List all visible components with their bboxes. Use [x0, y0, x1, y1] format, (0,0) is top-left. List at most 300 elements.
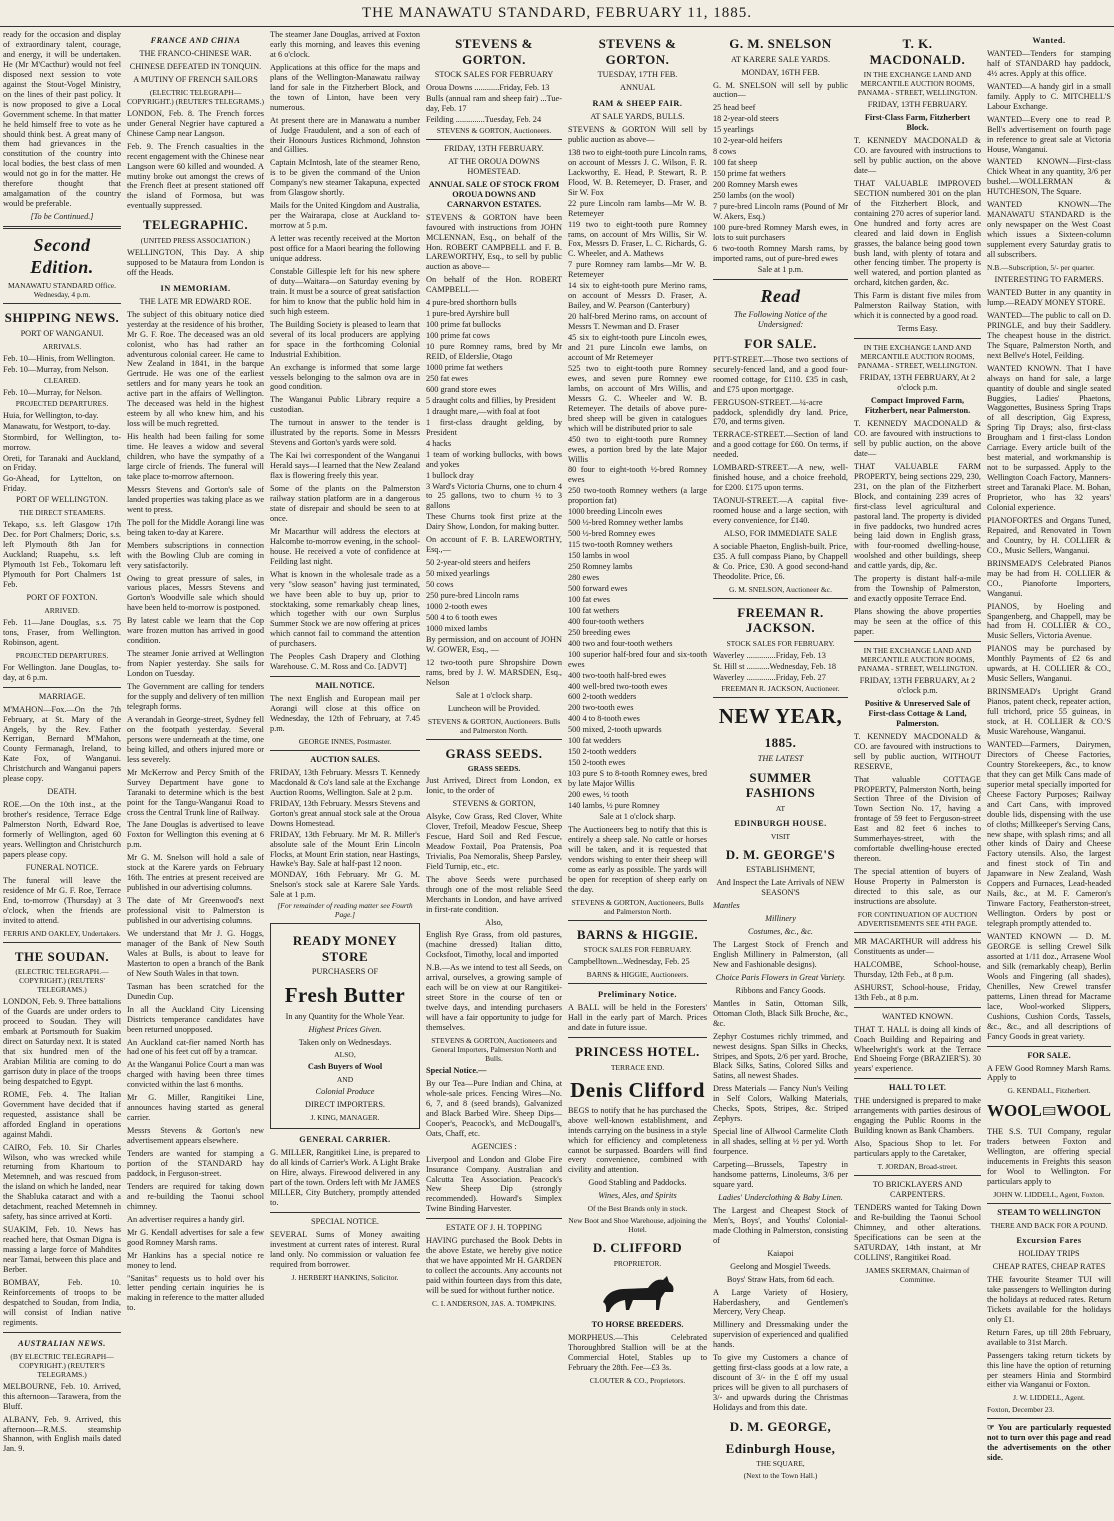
list-item: 500 mixed, 2-tooth upwards: [568, 725, 662, 735]
arrivals-list: [3, 354, 121, 375]
barns-higgie-heading: BARNS & HIGGIE.: [576, 926, 699, 942]
wanted-ad: WANTED KNOWN—First-class Chick Wheat in any quantity, 3/6 per bushel.—WOLLERMAN & HUTCHESON, The Square.: [987, 157, 1111, 197]
list-item: 400 four-tooth wethers: [568, 616, 644, 626]
list-item: 1 team of working bullocks, with bows and yokes: [426, 449, 562, 469]
cottage-details: That valuable COTTAGE PROPERTY, Palmerston North, being Section Three of the Division of Town Section No. 17, having a frontage of 59 feet to Ferguson-street East and 82 feet 6 inches to Summerhayes-street, with the comfortable dwelling-house erected thereon.: [854, 774, 981, 864]
ad-text: Carpeting—Brussels, Tapestry in handsome patterns, Linoleums, 3/6 per square yard.: [713, 1160, 848, 1189]
direct-text: Tekapo, s.s. left Glasgow 17th Dec. for Port Chalmers; Doric, s.s. left Plymouth 8th Jan for Auckland; Ruapehu, s.s. left Plymouth 1st Feb., Tokomaru left Plymouth for Port Chalmers 1st Feb.: [3, 520, 121, 589]
snelson-heading: G. M. SNELSON: [729, 36, 832, 51]
funeral-signature: FERRIS AND OAKLEY, Undertakers.: [3, 928, 121, 938]
special-text: By our Tea—Pure Indian and China, at whole-sale prices. Fencing Wires—No. 6, 7, and 8 (seed brands), Galvanized and Black Barbed Wire. Sheep Dips—Cooper's, Peacock's, and McDougall's, Oats, Chaff, etc.: [426, 1078, 562, 1138]
george-heading: D. M. GEORGE'S: [725, 846, 836, 862]
wanted-ad-note: N.B.—Subscription, 5/- per quarter.: [987, 263, 1095, 273]
auction-heading: AUCTION SALES.: [310, 754, 380, 764]
soudan-text: LONDON, Feb. 9. Three battalions of the Guards are under orders to proceed to Soudan. They will embark at Portsmouth for Suakim direct on Saturday next. It is stated that six hundred men of the Arabian Militia are coming to do garrison duty in place of the troops being despatched to Egypt.: [3, 997, 121, 1086]
list-item: 18 2-year-old steers: [713, 114, 779, 124]
death-text: ROE.—On the 10th inst., at the brother's residence, Terrace Edge Palmerston North, Edward Roe, formerly of Wellington, aged 60 years. Wellington and Christchurch papers please copy.: [3, 800, 121, 859]
wines-sub: Of the Best Brands only in stock.: [587, 1204, 688, 1214]
list-item: 100 prime fat cows: [426, 331, 490, 341]
macdonald-heading: T. K. MACDONALD.: [869, 36, 966, 67]
shipping-heading: SHIPPING NEWS.: [4, 310, 120, 326]
carrier-text: G. MILLER, Rangitikei Line, is prepared to do all kinds of Carrier's Work. A Light Brake on Hire, always. Firewood delivered in any part of the town. Orders left with Mr JAMES MILLER, City Butchery, promptly attended to.: [270, 1148, 420, 1208]
for-sale-text: A FEW Good Romney Marsh Rams. Apply to: [987, 1063, 1111, 1083]
excursion-heading: Excursion Fares: [1016, 1236, 1082, 1246]
list-item: 50 2-year-old steers and heifers: [426, 558, 531, 568]
list-item: 103 pure S to 8-tooth Romney ewes, bred by late Major Willis: [568, 769, 707, 789]
list-item: 250 fat ewes: [426, 373, 468, 383]
list-item: 119 two to eight-tooth pure Romney rams, on account of Mrs Willis, Sir W. Fox, Messrs D. Fraser, L. C. Richards, G. C. Wheeler, and A. Mathews: [568, 219, 707, 259]
news-item: A verandah in George-street, Sydney fell on the footpath yesterday. Several persons were underneath at the time, one being killed, and others injured more or less severely.: [127, 714, 264, 764]
news-item: Constable Gillespie left for his new sphere of duty—Waitara—on Saturday evening by train. It must be a source of great satisfaction for him to know that the public hold him in such high esteem.: [270, 266, 420, 316]
visit-line: VISIT: [770, 831, 791, 841]
stock-items: [713, 103, 848, 263]
list-item: 280 ewes: [568, 572, 600, 582]
marriage-heading: MARRIAGE.: [38, 691, 86, 701]
bricklayers-signature: JAMES SKERMAN, Chairman of Committee.: [865, 1265, 970, 1284]
list-item: 140 lambs, ½ pure Romney: [568, 801, 660, 810]
list-item: 1000 prime fat wethers: [426, 363, 503, 373]
signature: STEVENS & GORTON, Auctioneers.: [436, 125, 552, 135]
edinburgh-heading: EDINBURGH HOUSE.: [734, 818, 827, 828]
list-item: 45 six to eight-tooth pure Lincoln ewes, and 21 pure Lincoln ewe lambs, on account of Mr Retemeyer: [568, 333, 707, 362]
prelim-text: A BALL will be held in the Foresters' Hall in the early part of March. Prices and date in future issue.: [568, 1003, 707, 1032]
news-item: Captain McIntosh, late of the steamer Reno, is to be given the command of the Union Company's new steamer Takapuna, expected from Glasgow shortly.: [270, 158, 420, 198]
list-item: 1 first-class draught gelding, by President: [426, 417, 562, 437]
stevens-gorton-heading: STEVENS & GORTON.: [598, 36, 677, 67]
also-text: A sociable Phaeton, English-built. Price, £35. A full compass Piano, by Chappell & Co. Price, £30. A good second-hand Theodolite. Price, £6.: [713, 541, 848, 581]
estate-heading: ESTATE OF J. H. TOPPING: [445, 1223, 543, 1233]
ad-line: Cash Buyers of Wool: [307, 1062, 383, 1072]
final-notice-text: You are particularly requested not to turn over this page and read the advertisements on the other side.: [987, 1423, 1111, 1463]
cottage-heading: Positive & Unreserved Sale of First-class Cottage & Land, Palmerston.: [864, 698, 971, 728]
death-heading: DEATH.: [47, 787, 77, 797]
ad-text: Geelong and Mosgiel Tweeds.: [730, 1261, 831, 1271]
warehouse-line: New Boot and Shoe Warehouse, adjoining the Hotel.: [568, 1216, 707, 1235]
horse-breeders-heading: TO HORSE BREEDERS.: [591, 1319, 684, 1329]
luncheon-line: Luncheon will be Provided.: [447, 703, 541, 713]
princess-hotel-heading: PRINCESS HOTEL.: [575, 1043, 700, 1059]
news-item: The Peoples Cash Drapery and Clothing Warehouse. C. M. Ross and Co. [ADVT]: [270, 652, 420, 672]
year-heading: 1885.: [764, 735, 797, 750]
proprietor-line: PROPRIETOR.: [613, 1258, 662, 1268]
ad-text: Boys' Straw Hats, from 6d each.: [726, 1274, 835, 1284]
morpheus-text: MORPHEUS.—This Celebrated Thoroughbred Stallion will be at the Commercial Hotel, Stables up to February the 28th. Fee—£3 3s.: [568, 1332, 707, 1372]
list-item: 450 two to eight-tooth pure Romney ewes, a portion bred by the late Major Willis: [568, 434, 707, 464]
list-item: FRIDAY, 13th February. Messrs T. Kennedy Macdonald & Co's land sale at the Exchange Auction Rooms, Wellington. Sale at 2 p.m.: [270, 767, 420, 797]
news-item: Tenders are required for taking down and re-building the Taonui school chimney.: [127, 1181, 264, 1211]
news-item: In all the Auckland City Licensing Districts temperance candidates have been returned unopposed.: [127, 1004, 264, 1034]
tui-text: Return Fares, up till 28th February, available to 31st March.: [987, 1327, 1111, 1347]
ad-text: Ladies' Underclothing & Baby Linen.: [718, 1192, 843, 1202]
australian-text: MELBOURNE, Feb. 10. Arrived, this afternoon—Tarawera, from the Bluff.: [3, 1381, 121, 1411]
ad-line: AND: [336, 1075, 354, 1085]
port-foxton: PORT OF FOXTON.: [26, 592, 98, 602]
barns-sub: STOCK SALES FOR FEBRUARY.: [583, 945, 692, 955]
ashurst-line: ASHURST, School-house, Friday, 13th Feb., at 8 p.m.: [854, 982, 981, 1002]
list-item: 1 bullock dray: [426, 470, 474, 480]
list-item: FRIDAY, 13th February. Mr M. R. Miller's absolute sale of the Mount Erin Lincoln Flocks, at Mount Erin station, near Hastings, Hawke's Bay. Sale at half-past 12 noon.: [270, 829, 420, 869]
list-item: Waverley ..............Friday, Feb. 27: [713, 672, 826, 682]
estate-text: HAVING purchased the Book Debts in the above Estate, we hereby give notice that we have appointed Mr H. GARDEN to collect the accounts. Any accounts not paid within fourteen days from this date, will be sued for without further notice.: [426, 1236, 562, 1296]
news-item: Applications at this office for the maps and plans of the Wellington-Manawatu railway land for sale in the Fitzherbert Block, and the town of Linton, have been very numerous.: [270, 62, 420, 112]
prelim-heading: Preliminary Notice.: [598, 990, 677, 1000]
wanted-ad: WANTED—Tenders for stamping half of STANDARD hay paddock, 4½ acres. Apply at this office.: [987, 48, 1111, 78]
list-item: 14 six to eight-tooth pure Merino rams, on account of Messrs D. Fraser, A. Bailey, and W. Pearson (Canterbury): [568, 281, 707, 311]
annual-sale-heading: ANNUAL SALE OF STOCK FROM OROUA DOWNS AND CARNARVON ESTATES.: [428, 179, 560, 209]
news-item: Mr Hankins has a special notice re money to lend.: [127, 1250, 264, 1270]
list-item: Bulls (annual ram and sheep fair) ...Tue-day, Feb. 17: [426, 94, 562, 114]
albany-text: ALBANY, Feb. 9. Arrived, this afternoon—R.M.S. steamship Shannon, with English mails dated Jan. 9.: [3, 1414, 121, 1454]
annual-label: ANNUAL: [619, 83, 656, 93]
costumes-line: Costumes, &c., &c.: [748, 927, 813, 937]
france-heading: FRANCE AND CHINA: [150, 36, 241, 45]
freeman-signature: FREEMAN R. JACKSON, Auctioneer.: [721, 683, 840, 693]
list-item: 15 yearlings: [713, 125, 754, 135]
tui-text: THE favourite Steamer TUI will take passengers to Wellington during the holidays at reduced rates. Return Tickets available for the holidays only £1.: [987, 1274, 1111, 1324]
freeman-heading: FREEMAN R. JACKSON.: [737, 604, 824, 636]
stock-list: [426, 83, 562, 125]
denis-clifford-heading: Denis Clifford: [570, 1077, 705, 1102]
hall-signature: T. JORDAN, Broad-street.: [877, 1162, 958, 1172]
list-item: 250 breeding ewes: [568, 627, 631, 637]
list-item: 150 2-tooth ewes: [568, 758, 626, 768]
list-item: 100 fat wethers: [568, 605, 620, 615]
sale-date: FRIDAY, 13TH FEBRUARY, At 2 o'clock p.m.: [859, 675, 976, 695]
piano-ad: PIANOS, by Hoeling and Spangenberg, and Chappell, may be had from H. COLLIER & CO., Music Sellers, Victoria Avenue.: [987, 601, 1111, 641]
late-heading: THE LATE MR EDWARD ROE.: [139, 296, 252, 306]
ad-text: Ribbons and Fancy Goods.: [735, 985, 826, 995]
final-notice: [987, 1423, 1111, 1463]
list-item: MONDAY, 16th February. Mr G. M. Snelson's stock sale at Karere Sale Yards. Sale at 1 p.m.: [270, 870, 420, 900]
news-item: At present there are in Manawatu a number of Judge Fraudulent, and a son of each of their Honours Justices Richmond, Johnston and Gillies.: [270, 115, 420, 155]
list-item: 5 draught colts and fillies, by President: [426, 395, 556, 405]
read-heading: Read: [760, 285, 801, 306]
millinery-line: Millinery: [765, 914, 796, 924]
edinburgh-house-heading: Edinburgh House,: [725, 1440, 836, 1456]
column-4: [426, 30, 562, 1518]
list-item: 7 pure Romney ram lambs—Mr W. B. Retemeyer: [568, 260, 707, 280]
list-item: 500 4 to 6 tooth ewes: [426, 612, 498, 622]
soudan-heading: THE SOUDAN.: [14, 948, 110, 964]
piano-ad: PIANOFORTES and Organs Tuned, Repaired, and Renovated in Town and Country, by H. COLLIER & CO., Music Sellers, Wanganui.: [987, 515, 1111, 555]
new-year-heading: NEW YEAR,: [718, 703, 843, 728]
bricklayers-text: TENDERS wanted for Taking Down and Re-building the Taonui School Chimney, and other alterations. Specifications can be seen at the SATURDAY, 14th instant, at Mr COLLINS', Rangitikei Road.: [854, 1202, 981, 1262]
sale-time: Sale at 1 o'clock sharp.: [455, 690, 533, 700]
list-item: 20 half-bred Merino rams, on account of Messrs T. Newman and D. Fraser: [568, 312, 707, 332]
cleared-label: CLEARED.: [43, 375, 81, 385]
list-item: Go-Ahead, for Lyttelton, on Friday.: [3, 474, 121, 494]
list-item: 100 prime fat bullocks: [426, 320, 501, 330]
mail-signature: GEORGE INNES, Postmaster.: [298, 736, 392, 746]
ready-money-store-ad: [270, 923, 420, 1129]
news-item: Messrs Stevens and Gorton's sale of landed properties was taking place as we went to press.: [127, 484, 264, 514]
sale-date: MONDAY, 16TH FEB.: [741, 67, 820, 77]
bombay-text: BOMBAY, Feb. 10. Reinforcements of troops to be despatched to Soudan, from India, will consist of Indian native regiments.: [3, 1277, 121, 1327]
list-item: 250 Romney lambs: [568, 562, 633, 572]
news-item: By latest cable we learn that the Cop ware frozen mutton has arrived in good condition.: [127, 616, 264, 646]
arrived-text: Feb. 11—Jane Douglas, s.s. 75 tons, Fraser, from Wellington. Robinson, agent.: [3, 617, 121, 647]
list-item: 1000 mixed lambs: [426, 623, 488, 633]
intro-text: STEVENS & GORTON have been favoured with instructions from JOHN MCLENNAN, Esq., on behalf of the Hon. ROBERT CAMPBELL and F. B. LAREWORTHY, Esq., to sell by public auction as above—: [426, 212, 562, 272]
property-item: TAONUI-STREET.—A capital five-roomed house and a large section, with every convenience, for £140.: [713, 496, 848, 526]
memoriam-heading: IN MEMORIAM.: [160, 283, 231, 293]
also-heading: ALSO, FOR IMMEDIATE SALE: [723, 529, 838, 538]
list-item: Manawatu, for Westport, to-day.: [3, 421, 111, 431]
list-item: 400 4 to 8-tooth ewes: [568, 714, 640, 724]
projected-list: [3, 411, 121, 495]
piano-ad: BRINSMEAD'S Celebrated Pianos may be had from H. COLLIER & CO., Pianoforte Importers, Wanganui.: [987, 558, 1111, 598]
stock-sales-heading: STOCK SALES FOR FEBRUARY: [434, 70, 554, 80]
continued-note: [To be Continued.]: [30, 212, 94, 222]
plans-line: Plans showing the above properties may be seen at the office of this paper.: [854, 607, 981, 637]
list-item: 200 Romney Marsh ewes: [713, 180, 798, 190]
wool-label-right: WOOL: [1056, 1101, 1111, 1121]
special-text: SEVERAL Sums of Money awaiting investment at current rates of interest. Rural land only. No commission or valuation fee required from borrower.: [270, 1229, 420, 1269]
australian-heading: AUSTRALIAN NEWS.: [18, 1338, 106, 1348]
sale-time: Sale at 1 o'clock sharp.: [599, 811, 676, 821]
ad-text: Mantles in Satin, Ottoman Silk, Ottoman Cloth, Black Silk Broche, &c., &c.: [713, 998, 848, 1028]
stock-items: [426, 298, 562, 511]
news-item: The Building Society is pleased to learn that several of its local producers are applying for space in the forthcoming Colonial Industrial Exhibition.: [270, 319, 420, 359]
news-item: At the Wanganui Police Court a man was charged with having been three times convicted within the last 6 months.: [127, 1060, 264, 1090]
mantles-line: Mantles: [713, 901, 740, 911]
venue: AT KARERE SALE YARDS.: [730, 54, 831, 64]
list-item: 500 ½-bred Romney ewes: [568, 529, 656, 539]
news-item: "Sanitas" requests us to hold over his letter pending certain inquiries he is making in reference to the matter alluded to.: [127, 1273, 264, 1313]
barns-signature: BARNS & HIGGIE, Auctioneers.: [586, 970, 689, 980]
list-item: Feb. 10—Murray, from Nelson.: [3, 364, 109, 374]
note-text: The Auctioneers beg to notify that this is entirely a sheep sale. No cattle or horses will be taken, and it is requested that vendors wishing to enter their sheep will come as early as possible. The yards will be open for reception of sheep early on the day.: [568, 824, 707, 894]
list-item: FRIDAY, 13th February. Messrs Stevens and Gorton's great annual stock sale at the Oroua Downs Homestead.: [270, 798, 420, 828]
france-text-2: Feb. 9. The French casualties in the recent engagement with the Chinese near Langson were 60 killed and wounded. A mutiny broke out amongst the crews of the French fleet at present stationed off the island of Formosa, but was eventually suppressed.: [127, 141, 264, 211]
steam-heading: STEAM TO WELLINGTON: [997, 1208, 1101, 1218]
continued-note: [For remainder of reading matter see Fourth Page.]: [277, 901, 413, 920]
list-item: 6 two-tooth Romney Marsh rams, by imported rams, out of pure-bred ewes: [713, 243, 848, 263]
column-1: [3, 30, 121, 1518]
signature: STEVENS & GORTON, Auctioneers and General Importers, Palmerston North and Bulls.: [431, 1035, 557, 1063]
ad-line: In any Quantity for the Whole Year.: [285, 1011, 405, 1021]
wool-bale-icon: [1042, 1099, 1056, 1123]
farm-details: THAT VALUABLE IMPROVED SECTION numbered 301 on the plan of the Fitzherbert Block, and containing 270 acres of superior land. One hundred and forty acres are cleared and laid down in English grasses, the balance being good town bush land, with plenty of totara and other fencing timber. The property is well watered, and portion planted as orchard, kitchen garden, &c.: [854, 178, 981, 288]
property-item: TERRACE-STREET.—Section of land and a good cottage for £60. On terms, if needed.: [713, 430, 848, 460]
ad-text: Special line of Allwool Carmelite Cloth in all shades, selling at ½ per yd. Worth fourpence.: [713, 1127, 848, 1157]
sale-date: FRIDAY, 13TH FEBRUARY, At 2 o'clock p.m.: [859, 373, 976, 393]
stock-items: [426, 558, 562, 634]
list-item: 400 well-bred two-tooth ewes: [568, 681, 668, 691]
news-item: Tasman has been scratched for the Dunedin Cup.: [127, 981, 264, 1001]
wool-banner: [987, 1099, 1111, 1123]
news-item: The steamer Jonie arrived at Wellington from Napier yesterday. She sails for London on Tuesday.: [127, 649, 264, 679]
list-item: 100 superior half-bred four and six-tooth ewes: [568, 649, 707, 669]
property-item: FERGUSON-STREET.—¼-acre paddock, splendidly dry land. Price, £70, and terms given.: [713, 397, 848, 427]
wanted-ad: WANTED—The public to call on D. PRINGLE, and buy their Saddlery. The cheapest house in the district. The Square, Palmerston North, and next Bellve's Hotel, Feilding.: [987, 310, 1111, 360]
latest-line: THE LATEST: [757, 753, 804, 763]
list-item: Feb. 10—Hinis, from Wellington.: [3, 353, 116, 363]
establishment-line: ESTABLISHMENT,: [745, 865, 815, 875]
ad-text: Zephyr Costumes richly trimmed, and newest designs. Span Silks in Checks, Stripes, and Spots, 2/6 per yard. Broche, Black Silks, Satins, Colored Silks and Satins, all newest Shades.: [713, 1031, 848, 1081]
list-item: 500 ½-bred Romney wether lambs: [568, 518, 683, 528]
interesting-heading: INTERESTING TO FARMERS.: [994, 275, 1104, 285]
list-item: 50 mixed yearlings: [426, 569, 490, 579]
ad-line: J. KING, MANAGER.: [310, 1113, 380, 1123]
halcombe-line: HALCOMBE, School-house, Thursday, 12th Feb., at 8 p.m.: [854, 959, 981, 979]
assoc-line: (UNITED PRESS ASSOCIATION.): [140, 235, 251, 245]
list-item: Feilding ..............Tuesday, Feb. 24: [426, 115, 542, 124]
memoriam-text: The subject of this obituary notice died yesterday at the residence of his brother, Mr G. F. Roe. The deceased was an old colonist, who has had rather an adventurous colonial career. He came to New Zealand in 1841, in the barque Gertrude. He was one of the earliest settlers and for many years he took an active part in the affairs of Wellington. The deceased was held in the highest esteem by all who knew him, and his loss will be much regretted.: [127, 309, 264, 429]
bricklayers-heading: TO BRICKLAYERS AND CARPENTERS.: [872, 1180, 963, 1200]
soudan-sub: (ELECTRIC TELEGRAPH.—COPYRIGHT.) (REUTERS' TELEGRAMS.): [15, 967, 109, 995]
list-item: 600 grand store ewes: [426, 384, 497, 394]
list-item: 25 head beef: [713, 103, 756, 113]
wanted-ad: WANTED KNOWN. That I have always on hand for sale, a large quantity of double and single seated Buggies, Ladies' Phaetons, Waggonettes, Business Spring Traps of all description, Gig Express, Spring Tip Drays; also, first-class Brougham and 1 first-class London Carriage. Every article built of the best material, and workmanship is not to be surpassed. Apply to the Wellington Coach Factory, Manners-street and Taranaki Place. M. Bohan, Proprietor, who has 32 years' Colonial experience.: [987, 363, 1111, 512]
ad-text: Millinery and Dressmaking under the supervision of experienced and qualified hands.: [713, 1320, 848, 1350]
news-item: Some of the plants on the Palmerston railway station platform are in a dangerous state of disrepair and should be seen to at once.: [270, 484, 420, 523]
sale-time: Sale at 1 p.m.: [757, 264, 804, 274]
list-item: 150 prime fat wethers: [713, 169, 786, 179]
rome-text: ROME, Feb. 4. The Italian Government have decided that if requested, assistance shall be afforded England in operations against Mahdi.: [3, 1089, 121, 1139]
list-item: 400 two and four-tooth wethers: [568, 638, 673, 648]
farm-heading: First-Class Farm, Fitzherbert Block.: [864, 113, 971, 133]
hall-text-2: Also, Spacious Shop to let. For particulars apply to the Caretaker,: [854, 1139, 981, 1159]
rooms-line: IN THE EXCHANGE LAND AND MERCANTILE AUCTION ROOMS, PANAMA - STREET, WELLINGTON.: [857, 343, 978, 371]
venue: AT SALE YARDS, BULLS.: [590, 112, 685, 122]
list-item: 600 2-tooth wedders: [568, 692, 637, 702]
ad-line: Colonial Produce: [315, 1087, 375, 1097]
list-item: 115 two-tooth Romney wethers: [568, 540, 673, 550]
marriage-text: M'MAHON—Fox.—On the 7th February, at St. Mary of the Angels, by the Rev. Father Kerrigan, Bernard M'Mahon, County Fermanagh, Ireland, to Kate Fox, of Wanganui. Christchurch and Wanganui papers please copy.: [3, 704, 121, 784]
also-label: Also,: [485, 917, 503, 927]
list-item: 250 lambs (on the wool): [713, 191, 795, 201]
mail-heading: MAIL NOTICE.: [315, 681, 375, 691]
read-sub: The Following Notice of the Undersigned:: [733, 310, 828, 330]
news-item: A letter was recently received at the Morton post office for a Maori bearing the following unique address.: [270, 234, 420, 264]
list-item: 250 two-tooth Romney wethers (a large proportion fat): [568, 486, 707, 506]
funeral-heading: FUNERAL NOTICE.: [25, 862, 99, 872]
list-item: Oreti, for Taranaki and Auckland, on Friday.: [3, 453, 121, 473]
ad-text: Kaiapoi: [767, 1248, 794, 1258]
news-item: Mr G. Kendall advertises for sale a few good Romney Marsh rams.: [127, 1227, 264, 1247]
news-item: Owing to great pressure of sales, in various places, Messrs Stevens and Gorton's Woodville sale which should have been held to-morrow is postponed.: [127, 573, 264, 613]
terrace-end: TERRACE END.: [610, 1062, 665, 1072]
list-item: 3 Ward's Victoria Churns, one to churn 4 to 25 gallons, two to churn ½ to 3 gallons: [426, 481, 562, 511]
list-item: 1000 2-tooth ewes: [426, 601, 488, 611]
australian-sub: (BY ELECTRIC TELEGRAPH—COPYRIGHT.) (REUTER'S TELEGRAMS.): [10, 1351, 114, 1379]
stabling-line: Good Stabling and Paddocks.: [588, 1178, 687, 1188]
ad-line: Highest Prices Given.: [308, 1024, 382, 1034]
wanted-heading: Wanted.: [1032, 36, 1066, 45]
wines-line: Wines, Ales, and Spirits: [598, 1191, 677, 1201]
signature: G. M. SNELSON, Auctioneer &c.: [729, 584, 832, 594]
france-text-1: LONDON, Feb. 8. The French forces under General Negrier have captured a Chinese Camp near Langson.: [127, 108, 264, 138]
ad-title-large: Fresh Butter: [284, 983, 406, 1008]
news-item: Mr McKerrow and Percy Smith of the Survey Department have gone to Taranaki to determine which is the best point for the Tangu-Wanganui Road to cross the Central Trunk line of Railway.: [127, 767, 264, 817]
news-item: What is known in the wholesale trade as a very "slow season" having just terminated, we have been able to buy up, prior to stocktaking, some remarkably cheap lines, which together with our own Surplus Summer Stock we are now offering at prices which cannot fail to command the attention of purchasers.: [270, 569, 420, 649]
list-item: Feb. 10—Murray, for Nelson.: [3, 387, 103, 397]
macarthur-text: MR MACARTHUR will address his Constituents as under—: [854, 936, 981, 956]
news-item: The date of Mr Greenwood's next professional visit to Palmerston is published in our advertising columns.: [127, 896, 264, 926]
ad-text: The Largest Stock of French and English Millinery in Palmerston, (all New and Fashionable designs).: [713, 940, 848, 969]
arrivals-label: ARRIVALS.: [42, 341, 82, 351]
mail-text: The next English and European mail per Aorangi will close at this office on Wednesday, the 12th of February, at 7.45 p.m.: [270, 694, 420, 733]
morpheus-signature: CLOUTER & CO., Proprietors.: [589, 1375, 686, 1385]
news-item: Tenders are wanted for stamping a portion of the STANDARD hay paddock, in Ferguson-street.: [127, 1149, 264, 1178]
news-item: The turnout in answer to the tender is illustrated by the reports. Some in Messrs Stevens and Gorton's yards were sold.: [270, 418, 420, 448]
terms-line: Terms Easy.: [897, 324, 938, 334]
sale-date: TUESDAY, 17TH FEB.: [597, 70, 678, 80]
freeman-list: [713, 651, 848, 683]
projected2-text: For Wellington. Jane Douglas, to-day, at 6 p.m.: [3, 662, 121, 682]
column-8: [987, 30, 1111, 1518]
holiday-line: HOLIDAY TRIPS: [1018, 1249, 1080, 1259]
also-text: English Rye Grass, from old pastures, (machine dressed) Italian ditto, Cocksfoot, Timothy, local and imported: [426, 930, 562, 960]
list-item: 200 ewes, ½ tooth: [568, 790, 629, 800]
farm-distance: This Farm is distant five miles from Palmerston Railway Station, with which it is connected by a good road.: [854, 291, 981, 321]
cottage-text: T. KENNEDY MACDONALD & CO. are favoured with instructions to sell by public auction, WITHOUT RESERVE,: [854, 731, 981, 771]
ad-text: To give my Customers a chance of getting first-class goods at a low rate, a discount of 3/- in the £ off my usual prices will be given to all purchasers of 3/- and upwards during the Christmas Holidays and from this date.: [713, 1353, 848, 1413]
list-item: 7 pure-bred Lincoln rams (Pound of Mr W. Akers, Esq.): [713, 201, 848, 221]
news-item: An Auckland cat-fier named North has had one of his feet cut off by a tramcar.: [127, 1037, 264, 1057]
projected-label: PROJECTED DEPARTURES.: [15, 398, 109, 408]
port-wanganui: PORT OF WANGANUI.: [20, 328, 104, 338]
wanted-ad: WANTED—A handy girl in a small family. Apply to C. MITCHELL'S Labour Exchange.: [987, 81, 1111, 111]
list-item: 22 pure Lincoln ram lambs—Mr W. B. Retemeyer: [568, 198, 707, 218]
list-item: 200 two-tooth ewes: [568, 703, 634, 713]
memoriam-text-2: His health had been failing for some time. He leaves a widow and several children, who have the sympathy of a large circle of friends. The funeral will take place to-morrow afternoon.: [127, 432, 264, 481]
projected2-label: PROJECTED DEPARTURES.: [15, 650, 109, 660]
suakim-text: SUAKIM, Feb. 10. News has reached here, that Osman Digna is massing a large force of Mahdites near Tamai, between this place and Berber.: [3, 1225, 121, 1275]
funeral-text: The funeral will leave the residence of Mr G. F. Roe, Terrace End, to-morrow (Thursday) at 3 o'clock, when the friends are invited to attend.: [3, 875, 121, 925]
news-item: Messrs Stevens & Gorton's new advertisement appears elsewhere.: [127, 1126, 264, 1146]
horse-icon: [593, 1272, 683, 1316]
port-wellington: PORT OF WELLINGTON.: [16, 495, 108, 505]
defeated-heading: CHINESE DEFEATED IN TONQUIN.: [129, 61, 262, 71]
lead-article: ready for the occasion and display of extraordinary talent, courage, and energy, it will be undertaken. He (Mr M'Cacthur) would not feel disposed next session to vote against the Stout-Vogel Ministry, on the lines of their past policy. It is now proposed to give a Local Government scheme. In that matter he held himself free to vote as he should think best. A great many of them had grievances in the constitution of the country into local bodies, the best class of men would not go in for the matter. He therefore thought that amalgamation of the country would be preferable.: [3, 30, 121, 209]
clifford-name: D. CLIFFORD: [592, 1240, 683, 1256]
ad-line: PURCHASERS OF: [311, 967, 379, 977]
churns-note: These Churns took first prize at the Dairy Show, London, for making butter.: [426, 512, 562, 532]
farm-distance: The property is distant half-a-mile from the Township of Palmerston, and exactly opposite Terrace End.: [854, 574, 981, 604]
barns-text: Campbelltown...Wednesday, Feb. 25: [568, 957, 690, 967]
list-item: 138 two to eight-tooth pure Lincoln rams, on account of Messrs J. C. Wilson, F. R. Lackworthy, E. Head, P. Stewart, R. P. Flood, W. B. Retemeyer, D. Fraser, and Sir W. Fox: [568, 147, 707, 197]
list-item: St. Hill st ...........Wednesday, Feb. 18: [713, 661, 837, 671]
news-item: Mails for the United Kingdom and Australia, per the Wairarapa, close at Auckland to-morrow at 5 p.m.: [270, 201, 420, 231]
summer-heading: SUMMER FASHIONS: [745, 769, 816, 801]
continuation-line: FOR CONTINUATION OF AUCTION ADVERTISEMENTS SEE 4TH PAGE.: [857, 909, 978, 928]
news-item: Mr Macarthur will address the electors at Halcombe to-morrow evening, in the school-house. He received a vote of confidence at Feilding last night.: [270, 526, 420, 566]
signature: STEVENS & GORTON, Auctioneers. Bulls and Palmerston North.: [427, 716, 561, 735]
property-item: LOMBARD-STREET.—A new, well-finished house, and a choice freehold, for £200. £175 upon terms.: [713, 463, 848, 493]
cheap-line: CHEAP RATES, CHEAP RATES: [992, 1261, 1106, 1271]
grass-sub: GRASS SEEDS.: [467, 764, 521, 774]
signature: STEVENS & GORTON, Auctioneers, Bulls and Palmerston North.: [571, 897, 704, 916]
list-item: 10 2-year-old heifers: [713, 136, 783, 146]
news-item: The Wanganui Public Library require a custodian.: [270, 395, 420, 415]
wanted-ad: WANTED—Farmers, Dairymen, Directors of Cheese Factories, Country Storekeepers, &c., to know that they can get Milk Cans made of superior metal specially imported for Cheese Factory Purposes; Railway and Cart Cans, with improved double lids, dispensing with the use of cloths; Millkeeper's Serving Cans, new shape, with splash rims; and all other kinds of Dairy and Cheese Factory utensils. Also, the largest and finest stock of Tin and Japanware in New Zealand, Wash Coppers and Furnaces, Lead-headed Nails, &c., at M. F. Cameron's Tinware Factory, Featherston-street, Wellington. Orders by post or telegraph promptly attended to.: [987, 739, 1111, 929]
office-line: MANAWATU STANDARD Office. Wednesday, 4 p.m.: [7, 281, 117, 300]
at-line: AT: [775, 803, 786, 813]
ad-line: DIRECT IMPORTERS.: [304, 1100, 386, 1110]
list-item: 4 pure-bred shorthorn bulls: [426, 298, 517, 308]
steam-sub: THERE AND BACK FOR A POUND.: [990, 1221, 1108, 1231]
news-item: The Government are calling for tenders for the supply and delivery of ten million telegraph forms.: [127, 682, 264, 711]
news-item: The Jane Douglas is advertised to leave Foxton for Wellington this evening at 6 p.m.: [127, 820, 264, 850]
list-item: 1000 breeding Lincoln ewes: [568, 507, 663, 517]
behalf-line: On behalf of the Hon. ROBERT CAMPBELL—: [426, 275, 562, 295]
farm-heading: Compact Improved Farm, Fitzherbert, near Palmerston.: [864, 396, 971, 416]
list-item: 100 fat ewes: [568, 594, 610, 604]
tui-text: Passengers taking return tickets by this line have the option of returning per steamers Hinia and Stormbird either via Wanganui or Foxton.: [987, 1350, 1111, 1390]
list-item: 10 pure Romney rams, bred by Mr REID, of Elderslie, Otago: [426, 342, 562, 362]
